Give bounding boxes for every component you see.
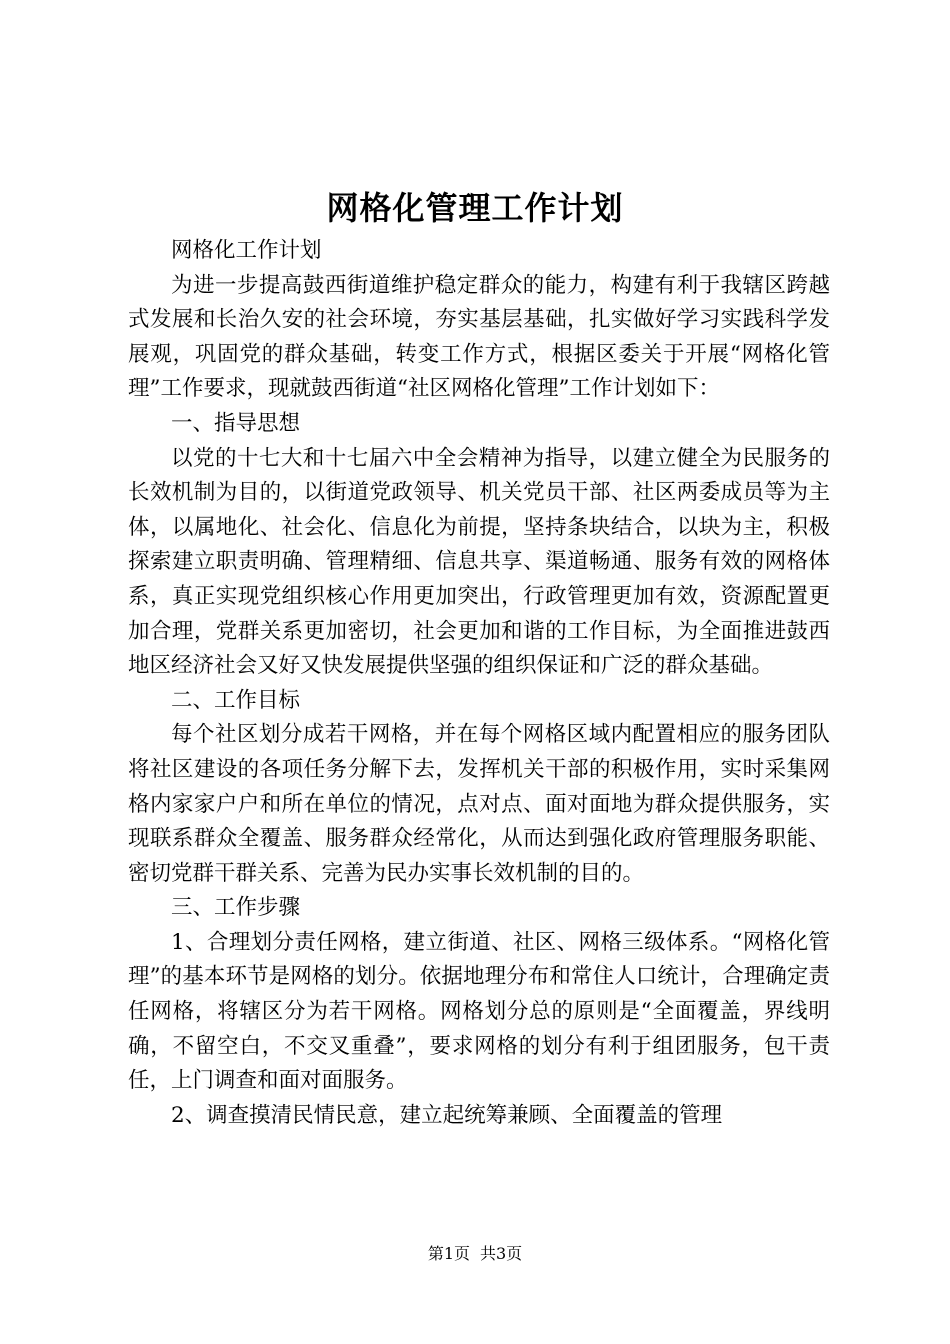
section-heading-work-goals: 二、工作目标 — [171, 687, 301, 713]
guiding-ideology-paragraph: 以党的十七大和十七届六中全会精神为指导，以建立健全为民服务的长效机制为目的，以街道党政领导、机关党员干部、社区两委成员等为主体，以属地化、社会化、信息化为前提，坚持条块结合，以块为主，积极探索建立职责明确、管理精细、信息共享、渠道畅通、服务有效的网格体系，真正实现党组织核心作用更加突出，行政管理更加有效，资源配置更加合理，党群关系更加密切，社会更加和谐的工作目标，为全面推进鼓西地区经济社会又好又快发展提供坚强的组织保证和广泛的群众基础。 — [128, 445, 830, 679]
page-number-total: 共3页 — [480, 1244, 523, 1263]
intro-paragraph: 为进一步提高鼓西街道维护稳定群众的能力，构建有利于我辖区跨越式发展和长治久安的社会环境，夯实基层基础，扎实做好学习实践科学发展观，巩固党的群众基础，转变工作方式，根据区委关于开展“网格化管理”工作要求，现就鼓西街道“社区网格化管理”工作计划如下： — [128, 272, 830, 402]
section-heading-work-steps: 三、工作步骤 — [171, 895, 301, 921]
page-footer — [0, 1243, 950, 1265]
work-goals-paragraph: 每个社区划分成若干网格，并在每个网格区域内配置相应的服务团队将社区建设的各项任务分解下去，发挥机关干部的积极作用，实时采集网格内家家户户和所在单位的情况，点对点、面对面地为群众提供服务，实现联系群众全覆盖、服务群众经常化，从而达到强化政府管理服务职能、密切党群干群关系、完善为民办实事长效机制的目的。 — [128, 722, 830, 886]
step-1-paragraph: 1、合理划分责任网格，建立街道、社区、网格三级体系。“网格化管理”的基本环节是网格的划分。依据地理分布和常住人口统计，合理确定责任网格，将辖区分为若干网格。网格划分总的原则是“全面覆盖，界线明确，不留空白，不交叉重叠”，要求网格的划分有利于组团服务，包干责任，上门调查和面对面服务。 — [128, 929, 830, 1094]
page-number-current: 第1页 — [427, 1244, 470, 1263]
section-heading-guiding-ideology: 一、指导思想 — [171, 410, 301, 436]
document-body — [128, 234, 830, 1133]
subtitle-paragraph: 网格化工作计划 — [171, 238, 322, 263]
page-title: 网格化管理工作计划 — [326, 189, 624, 227]
step-2-paragraph: 2、调查摸清民情民意，建立起统筹兼顾、全面覆盖的管理 — [171, 1102, 723, 1128]
